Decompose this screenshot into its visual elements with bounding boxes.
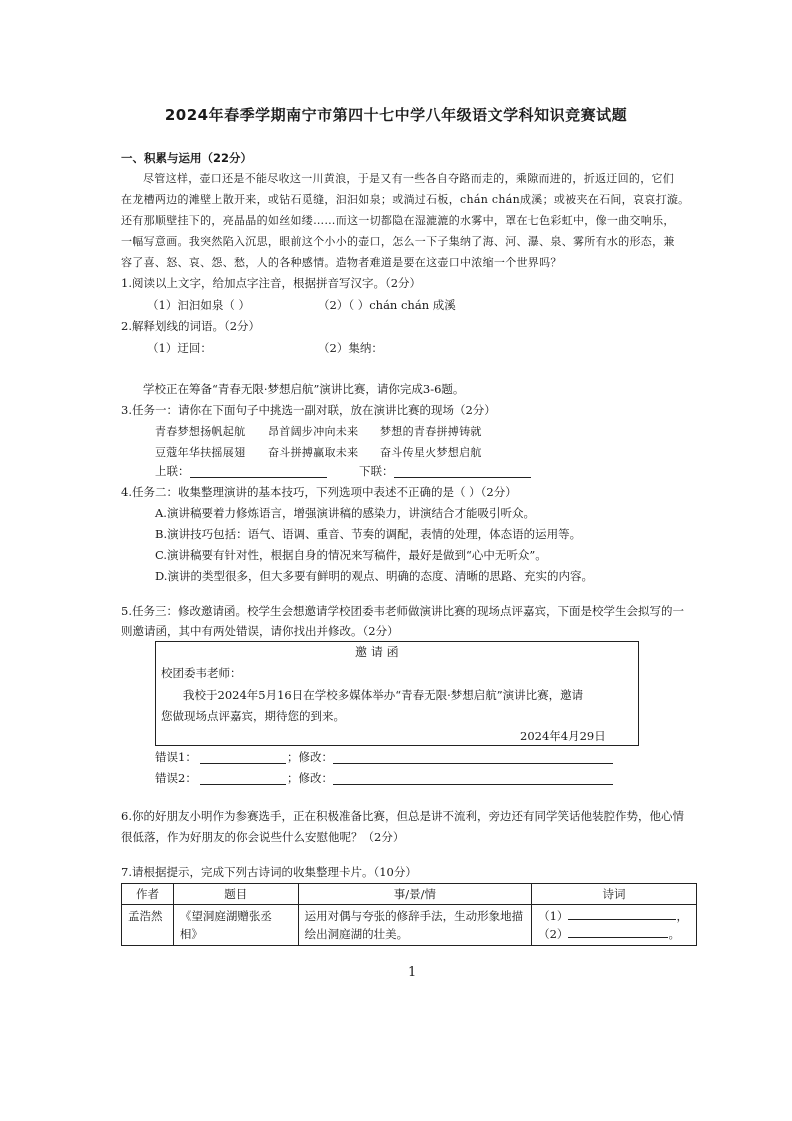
error-2-blank[interactable] — [200, 784, 286, 785]
invitation-heading: 邀 请 函 — [355, 645, 399, 659]
header-poem: 诗词 — [532, 884, 697, 905]
section-heading: 一、积累与运用（22分） — [121, 151, 253, 165]
upper-couplet-blank[interactable] — [190, 477, 327, 478]
question-2-item-1: （1）迂回： — [147, 341, 212, 355]
question-1-stem: 1.阅读以上文字，给加点字注音，根据拼音写汉字。（2分） — [121, 276, 422, 290]
poem-2-end: 。 — [668, 927, 680, 941]
passage-line: 尽管这样，壶口还是不能尽收这一川黄浪，于是又有一些各自夺路而走的，乘隙而进的，折返迂回的，它们 — [143, 172, 675, 185]
question-1-item-1: （1）汩汩如泉（ ） — [147, 298, 250, 312]
cell-title — [173, 905, 298, 946]
question-2-item-2: （2）集纳： — [318, 341, 383, 355]
lower-couplet-blank[interactable] — [394, 477, 531, 478]
invitation-salutation: 校团委韦老师： — [161, 666, 242, 680]
fix-1-blank[interactable] — [333, 763, 613, 764]
couplet-option: 青春梦想扬帆起航 — [155, 425, 246, 438]
option-d: D.演讲的类型很多，但大多要有鲜明的观点、明确的态度、清晰的思路、充实的内容。 — [155, 569, 593, 583]
table-row — [122, 905, 697, 946]
couplet-option: 豆蔻年华扶摇展翅 — [155, 446, 246, 459]
fix-1-label: ；修改： — [287, 750, 333, 764]
cell-title-line: 相》 — [179, 927, 203, 941]
passage-line: 容了喜、怒、哀、怨、愁，人的各种感情。造物者难道是要在这壶口中浓缩一个世界吗？ — [121, 256, 562, 269]
header-title: 题目 — [173, 884, 298, 905]
question-6-stem: 6.你的好朋友小明作为参赛选手，正在积极准备比赛，但总是讲不流利，旁边还有同学笑话他装腔作势，他心情 — [121, 809, 684, 823]
option-b: B.演讲技巧包括：语气、语调、重音、节奏的调配，表情的处理，体态语的运用等。 — [155, 527, 582, 541]
cell-poem — [532, 905, 697, 946]
error-1-label: 错误1： — [155, 750, 197, 764]
error-2-label: 错误2： — [155, 771, 197, 785]
couplet-option: 奋斗拼搏赢取未来 — [268, 446, 359, 459]
question-5-stem: 5.任务三：修改邀请函。校学生会想邀请学校团委韦老师做演讲比赛的现场点评嘉宾，下面是校学生会拟写的一 — [121, 604, 684, 618]
option-c: C.演讲稿要有针对性，根据自身的情况来写稿件，最好是做到“心中无听众”。 — [155, 548, 547, 562]
poem-1-label: （1） — [538, 909, 569, 923]
couplet-option: 奋斗传星火梦想启航 — [380, 446, 482, 459]
couplet-option: 梦想的青春拼搏铸就 — [380, 425, 482, 438]
cell-description-line: 运用对偶与夸张的修辞手法，生动形象地描 — [304, 909, 524, 923]
upper-couplet-label: 上联： — [155, 464, 190, 478]
question-6-stem: 很低落，作为好朋友的你会说些什么安慰他呢？（2分） — [121, 830, 405, 844]
question-5-stem: 则邀请函，其中有两处错误，请你找出并修改。（2分） — [121, 624, 399, 638]
cell-title-line: 《望洞庭湖赠张丞 — [179, 909, 272, 923]
poem-2-label: （2） — [538, 927, 569, 941]
question-1-item-2: （2）（ ）chán chán 成溪 — [318, 298, 456, 312]
passage-line: 一幅写意画。我突然陷入沉思，眼前这个小小的壶口，怎么一下子集纳了海、河、瀑、泉、雾所有水的形态，兼 — [121, 235, 675, 248]
poem-2-blank[interactable] — [568, 925, 668, 938]
question-7-stem: 7.请根据提示，完成下列古诗词的收集整理卡片。（10分） — [121, 865, 417, 879]
couplet-option: 昂首阔步冲向未来 — [268, 425, 359, 438]
question-4-stem: 4.任务二：收集整理演讲的基本技巧，下列选项中表述不正确的是（ ）（2分） — [121, 485, 517, 499]
cell-description — [298, 905, 531, 946]
error-1-blank[interactable] — [200, 763, 286, 764]
header-description: 事/景/情 — [298, 884, 531, 905]
lower-couplet-label: 下联： — [359, 464, 394, 478]
option-a: A.演讲稿要着力修炼语言，增强演讲稿的感染力，讲演结合才能吸引听众。 — [155, 506, 535, 520]
fix-2-label: ；修改： — [287, 771, 333, 785]
header-author: 作者 — [122, 884, 174, 905]
cell-author: 孟浩然 — [122, 905, 174, 946]
page-title: 2024年春季学期南宁市第四十七中学八年级语文学科知识竞赛试题 — [164, 106, 628, 124]
task-intro: 学校正在筹备“青春无限·梦想启航”演讲比赛，请你完成3-6题。 — [143, 382, 465, 396]
invitation-body: 您做现场点评嘉宾，期待您的到来。 — [161, 709, 345, 723]
passage-line: 在龙槽两边的滩壁上散开来，或钻石觅缝，汩汩如泉；或淌过石板，chán chán成溪；或被夹在石间，哀哀打漩。 — [121, 193, 690, 206]
question-3-stem: 3.任务一：请你在下面句子中挑选一副对联，放在演讲比赛的现场（2分） — [121, 403, 496, 417]
cell-description-line: 绘出洞庭湖的壮美。 — [304, 927, 409, 941]
poem-card-table — [121, 883, 697, 946]
passage-line: 还有那顺壁挂下的，亮晶晶的如丝如缕……而这一切都隐在湿漉漉的水雾中，罩在七色彩虹中，像一曲交响乐， — [121, 214, 675, 227]
page-number: 1 — [408, 965, 417, 980]
poem-1-blank[interactable] — [568, 907, 676, 920]
table-header-row — [122, 884, 697, 905]
question-2-stem: 2.解释划线的词语。（2分） — [121, 319, 261, 333]
poem-1-end: ， — [676, 909, 688, 923]
fix-2-blank[interactable] — [333, 784, 613, 785]
invitation-date: 2024年4月29日 — [520, 729, 606, 743]
invitation-body: 我校于2024年5月16日在学校多媒体举办“青春无限·梦想启航”演讲比赛，邀请 — [183, 688, 584, 702]
